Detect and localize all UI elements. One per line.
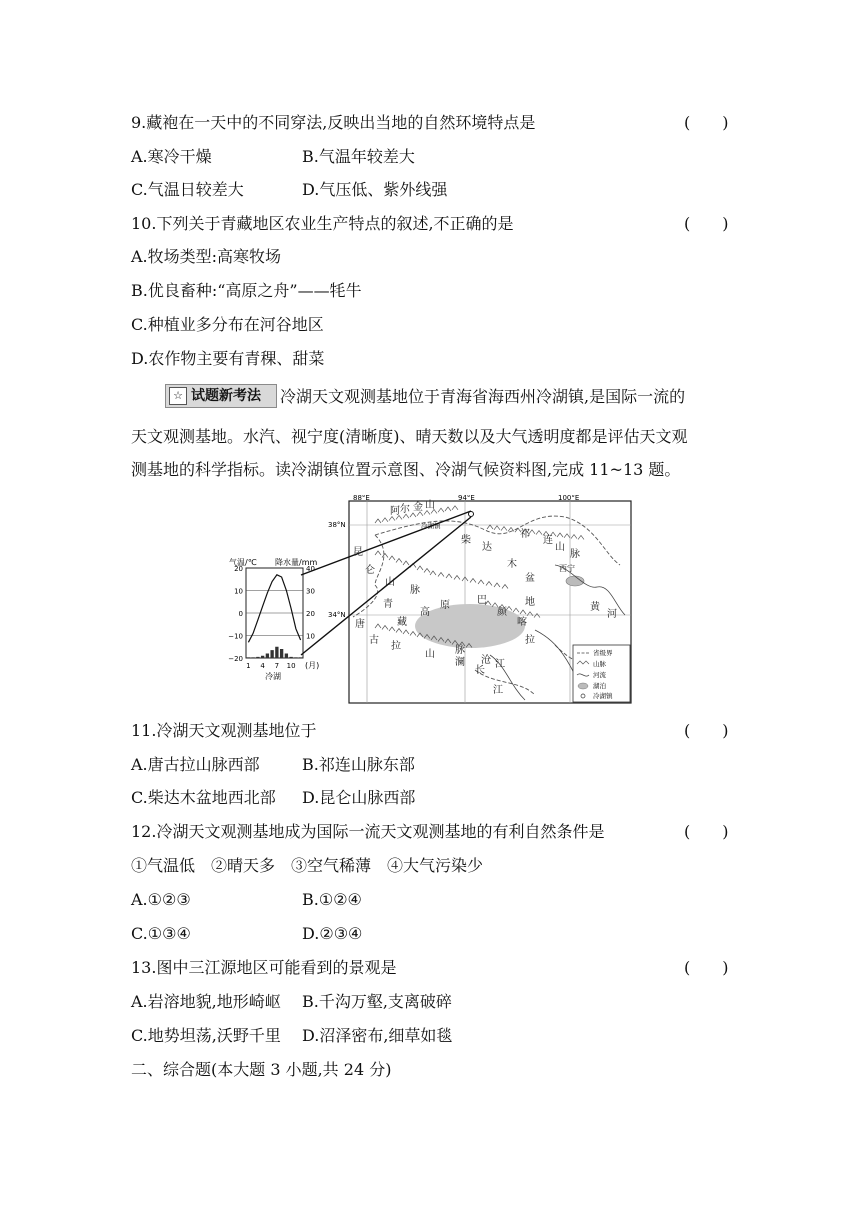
q10-option-c: C.种植业多分布在河谷地区 bbox=[131, 315, 324, 334]
new-question-badge bbox=[165, 384, 277, 408]
q11-option-c: C.柴达木盆地西北部 bbox=[131, 788, 276, 807]
precip-bar bbox=[247, 657, 250, 658]
legend-boundary: 省级界 bbox=[593, 649, 613, 657]
map-place-label: 柴 bbox=[461, 535, 471, 546]
map-place-label: 江 bbox=[493, 685, 503, 696]
map-place-label: 高 bbox=[420, 607, 430, 618]
q11-option-a: A.唐古拉山脉西部 bbox=[131, 755, 260, 774]
map-place-label: 黄 bbox=[590, 602, 600, 613]
intro-line-3: 测基地的科学指标。读冷湖镇位置示意图、冷湖气候资料图,完成 11~13 题。 bbox=[131, 460, 681, 479]
map-place-label: 颜 bbox=[497, 607, 507, 618]
map-place-label: 脉 bbox=[410, 585, 420, 596]
section-2-heading: 二、综合题(本大题 3 小题,共 24 分) bbox=[131, 1060, 392, 1079]
map-place-label: 地 bbox=[525, 597, 535, 608]
q12-option-c: C.①③④ bbox=[131, 924, 191, 943]
map-place-label: 脉 bbox=[570, 549, 580, 560]
map-place-label: 阿 bbox=[390, 506, 400, 517]
precip-bar bbox=[280, 649, 283, 658]
q13-option-a: A.岩溶地貌,地形崎岖 bbox=[131, 992, 281, 1011]
legend-lake: 湖泊 bbox=[593, 682, 606, 690]
precip-bar bbox=[294, 657, 297, 658]
temp-tick-label: −20 bbox=[228, 655, 243, 663]
q12-option-d: D.②③④ bbox=[302, 924, 363, 943]
map-place-label: 拉 bbox=[525, 635, 535, 646]
map-place-label: 尔 bbox=[400, 504, 410, 515]
precip-bar bbox=[289, 657, 292, 658]
map-place-label: 山 bbox=[425, 500, 435, 511]
map-legend bbox=[573, 645, 630, 702]
intro-line-1: 冷湖天文观测基地位于青海省海西州冷湖镇,是国际一流的 bbox=[280, 387, 686, 406]
temp-tick-label: −10 bbox=[228, 632, 243, 641]
temp-axis-label: 气温/℃ bbox=[229, 558, 257, 567]
temperature-curve bbox=[248, 575, 300, 643]
lat-label-38: 38°N bbox=[328, 521, 346, 529]
map-place-label: 山 bbox=[385, 577, 395, 588]
q10-stem: 10.下列关于青藏地区农业生产特点的叙述,不正确的是 bbox=[131, 214, 514, 233]
intro-line-2: 天文观测基地。水汽、视宁度(清晰度)、晴天数以及大气透明度都是评估天文观 bbox=[131, 427, 688, 446]
map-place-label: 达 bbox=[482, 542, 492, 553]
map-place-label: 山 bbox=[555, 542, 565, 553]
q10-option-a: A.牧场类型:高寒牧场 bbox=[131, 247, 282, 266]
q12-stem: 12.冷湖天文观测基地成为国际一流天文观测基地的有利自然条件是 bbox=[131, 822, 605, 841]
map-place-label: 盆 bbox=[525, 573, 535, 584]
q9-answer-paren: ( ) bbox=[684, 113, 729, 132]
lenghu-town-marker bbox=[469, 512, 474, 517]
month-tick-label: 10 bbox=[286, 662, 296, 670]
map-place-label: 喀 bbox=[517, 617, 527, 628]
precip-tick-label: 40 bbox=[306, 565, 315, 573]
q9-option-b: B.气温年较差大 bbox=[302, 147, 415, 166]
map-place-label: 长 bbox=[475, 665, 485, 676]
precip-bar bbox=[275, 647, 278, 658]
precip-bar bbox=[261, 656, 264, 658]
temp-tick-label: 20 bbox=[234, 565, 243, 573]
lat-label-34: 34°N bbox=[328, 611, 346, 619]
map-place-label: 巴 bbox=[477, 595, 487, 606]
q12-answer-paren: ( ) bbox=[684, 822, 729, 841]
precip-bar bbox=[266, 654, 269, 659]
q9-option-c: C.气温日较差大 bbox=[131, 180, 244, 199]
map-place-label: 江 bbox=[495, 659, 505, 670]
figure-lenghu bbox=[225, 495, 637, 707]
map-place-label: 唐 bbox=[355, 619, 365, 630]
month-tick-label: 7 bbox=[274, 662, 280, 670]
q13-answer-paren: ( ) bbox=[684, 958, 729, 977]
temp-tick-label: 0 bbox=[238, 610, 243, 618]
temp-tick-label: 10 bbox=[234, 587, 243, 596]
sanjiangyuan-region bbox=[415, 604, 525, 648]
precip-axis-label: 降水量/mm bbox=[275, 558, 318, 567]
q11-option-d: D.昆仑山脉西部 bbox=[302, 788, 416, 807]
legend-mountain: 山脉 bbox=[593, 660, 606, 668]
precip-tick-label: 30 bbox=[306, 587, 315, 596]
map-place-label: 脉 bbox=[455, 645, 465, 656]
q10-option-d: D.农作物主要有青稞、甜菜 bbox=[131, 349, 325, 368]
station-label: 冷湖 bbox=[265, 672, 281, 681]
map-place-label: 河 bbox=[607, 609, 617, 620]
precip-tick-label: 10 bbox=[306, 632, 315, 641]
map-place-label: 拉 bbox=[391, 641, 401, 652]
legend-river: 河流 bbox=[593, 671, 606, 679]
map-place-label: 仑 bbox=[365, 565, 375, 576]
q10-answer-paren: ( ) bbox=[684, 214, 729, 233]
star-icon: ☆ bbox=[169, 387, 187, 405]
map-place-label: 山 bbox=[425, 649, 435, 660]
q12-conditions: ①气温低 ②晴天多 ③空气稀薄 ④大气污染少 bbox=[131, 856, 484, 875]
map-place-label: 原 bbox=[440, 600, 450, 611]
map-place-label: 连 bbox=[543, 535, 553, 546]
map-place-label: 澜 bbox=[455, 657, 465, 668]
map-place-label: 西宁 bbox=[559, 564, 575, 573]
legend-town: 冷湖镇 bbox=[593, 692, 613, 700]
lon-label-94: 94°E bbox=[458, 495, 475, 502]
month-tick-label: 1 bbox=[246, 662, 251, 670]
month-tick-label: 4 bbox=[260, 662, 265, 670]
precip-bar bbox=[285, 654, 288, 659]
precip-tick-label: 20 bbox=[306, 610, 315, 618]
lon-label-88: 88°E bbox=[353, 495, 370, 502]
q11-answer-paren: ( ) bbox=[684, 721, 729, 740]
map-place-label: 昆 bbox=[353, 547, 363, 558]
q13-option-d: D.沼泽密布,细草如毯 bbox=[302, 1026, 453, 1045]
q13-stem: 13.图中三江源地区可能看到的景观是 bbox=[131, 958, 397, 977]
q9-option-a: A.寒冷干燥 bbox=[131, 147, 212, 166]
q13-option-b: B.千沟万壑,支离破碎 bbox=[302, 992, 452, 1011]
map-place-label: 青 bbox=[383, 599, 393, 610]
lon-label-100: 100°E bbox=[558, 495, 580, 502]
location-map bbox=[301, 495, 631, 703]
q9-option-d: D.气压低、紫外线强 bbox=[302, 180, 448, 199]
precip-bar bbox=[270, 650, 273, 658]
badge-label: 试题新考法 bbox=[191, 388, 261, 404]
q12-option-b: B.①②④ bbox=[302, 890, 362, 909]
precip-bar bbox=[299, 657, 302, 658]
q10-option-b: B.优良畜种:“高原之舟”——牦牛 bbox=[131, 281, 362, 300]
q9-stem: 9.藏袍在一天中的不同穿法,反映出当地的自然环境特点是 bbox=[131, 113, 536, 132]
lenghu-town-label: 冷湖镇 bbox=[421, 522, 441, 530]
month-unit: (月) bbox=[305, 661, 320, 670]
map-place-label: 古 bbox=[369, 635, 379, 646]
q12-option-a: A.①②③ bbox=[131, 890, 191, 909]
q13-option-c: C.地势坦荡,沃野千里 bbox=[131, 1026, 281, 1045]
q11-stem: 11.冷湖天文观测基地位于 bbox=[131, 721, 317, 740]
map-place-label: 藏 bbox=[397, 617, 407, 628]
map-place-label: 祁 bbox=[520, 529, 530, 540]
map-place-label: 沧 bbox=[481, 655, 491, 666]
precip-bar bbox=[256, 657, 259, 658]
map-place-label: 木 bbox=[507, 559, 517, 570]
q11-option-b: B.祁连山脉东部 bbox=[302, 755, 415, 774]
map-place-label: 金 bbox=[413, 502, 423, 513]
precip-bar bbox=[251, 657, 254, 658]
climate-chart bbox=[228, 557, 319, 681]
